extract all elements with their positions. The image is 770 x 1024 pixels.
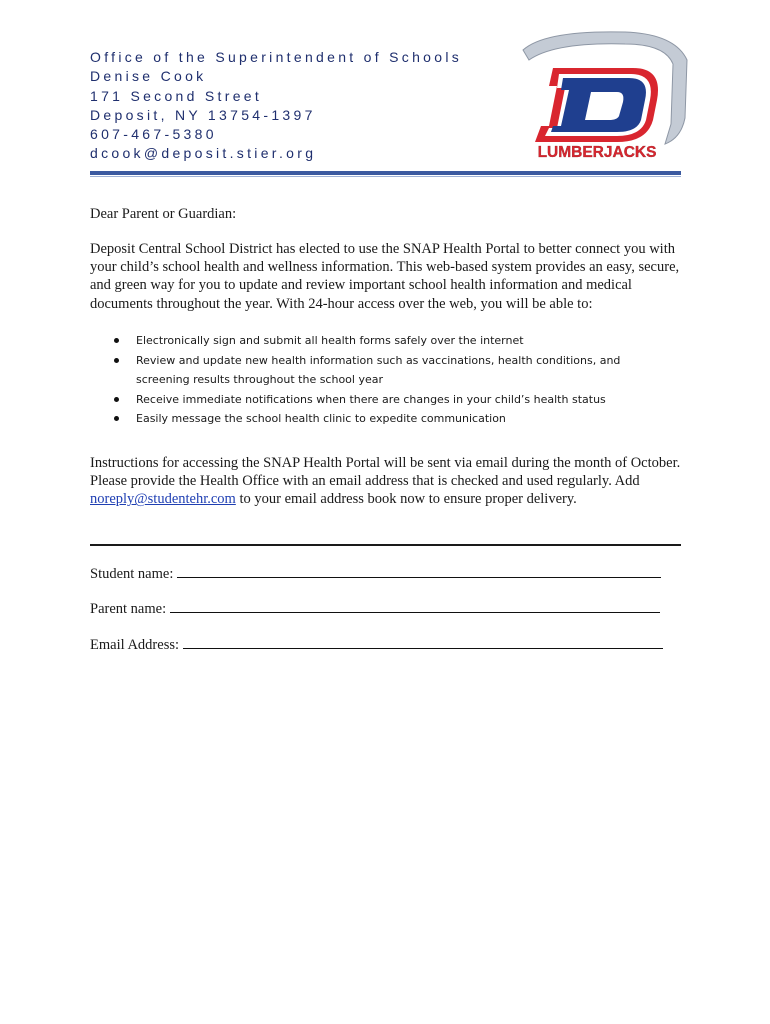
email-address-field[interactable]: [183, 636, 663, 649]
list-item: [110, 351, 670, 390]
noreply-email-link[interactable]: noreply@studentehr.com: [90, 491, 236, 508]
bullet-icon: [114, 397, 119, 402]
logo-wordmark: LUMBERJACKS: [537, 144, 657, 161]
phone-number: 607-467-5380: [90, 126, 217, 143]
list-item-text: Easily message the school health clinic to expedite communication: [136, 412, 506, 425]
superintendent-name: Denise Cook: [90, 68, 207, 85]
email-row: [90, 636, 663, 654]
bullet-icon: [114, 358, 119, 363]
intro-paragraph: Deposit Central School District has elected to use the SNAP Health Portal to better connect you with your child’s school health and wellness information. This web-based system provides an easy, secure, and green way for you to update and review important school health information and medical documents throughout the year. With 24-hour access over the web, you will be able to:: [90, 241, 680, 312]
email-label: Email Address:: [90, 637, 180, 653]
list-item-text: Receive immediate notifications when there are changes in your child’s health status: [136, 392, 606, 406]
bullet-icon: [114, 416, 119, 421]
lumberjacks-logo: [505, 20, 690, 165]
list-item: [110, 409, 670, 429]
city-state-zip: Deposit, NY 13754-1397: [90, 106, 316, 123]
instructions-text: Instructions for accessing the SNAP Health Portal will be sent via email during the month of October. Please provide the Health Office with an email address that is checked and used regularly. Add: [90, 455, 681, 490]
list-item-text: Electronically sign and submit all health forms safely over the internet: [136, 334, 524, 347]
letterhead: [90, 48, 462, 164]
benefits-list: [110, 331, 670, 429]
list-item: [110, 331, 670, 351]
email-address: dcook@deposit.stier.org: [90, 145, 317, 162]
parent-name-field[interactable]: [170, 600, 660, 613]
student-name-field[interactable]: [177, 565, 661, 578]
form-divider: [90, 544, 681, 546]
instructions-text-end: to your email address book now to ensure proper delivery.: [235, 491, 577, 508]
salutation: Dear Parent or Guardian:: [90, 206, 237, 222]
student-name-label: Student name:: [90, 566, 174, 582]
street-address: 171 Second Street: [90, 87, 263, 104]
parent-name-label: Parent name:: [90, 601, 167, 617]
header-divider-shadow: [90, 176, 681, 177]
student-name-row: [90, 565, 661, 583]
office-title: Office of the Superintendent of Schools: [90, 49, 463, 65]
list-item: [110, 390, 670, 410]
instructions-paragraph: [90, 454, 685, 509]
list-item-text: Review and update new health information such as vaccinations, health conditions, and screening results throughout the school year: [136, 353, 621, 386]
parent-name-row: [90, 600, 660, 618]
header-divider: [90, 171, 681, 175]
bullet-icon: [114, 338, 119, 343]
